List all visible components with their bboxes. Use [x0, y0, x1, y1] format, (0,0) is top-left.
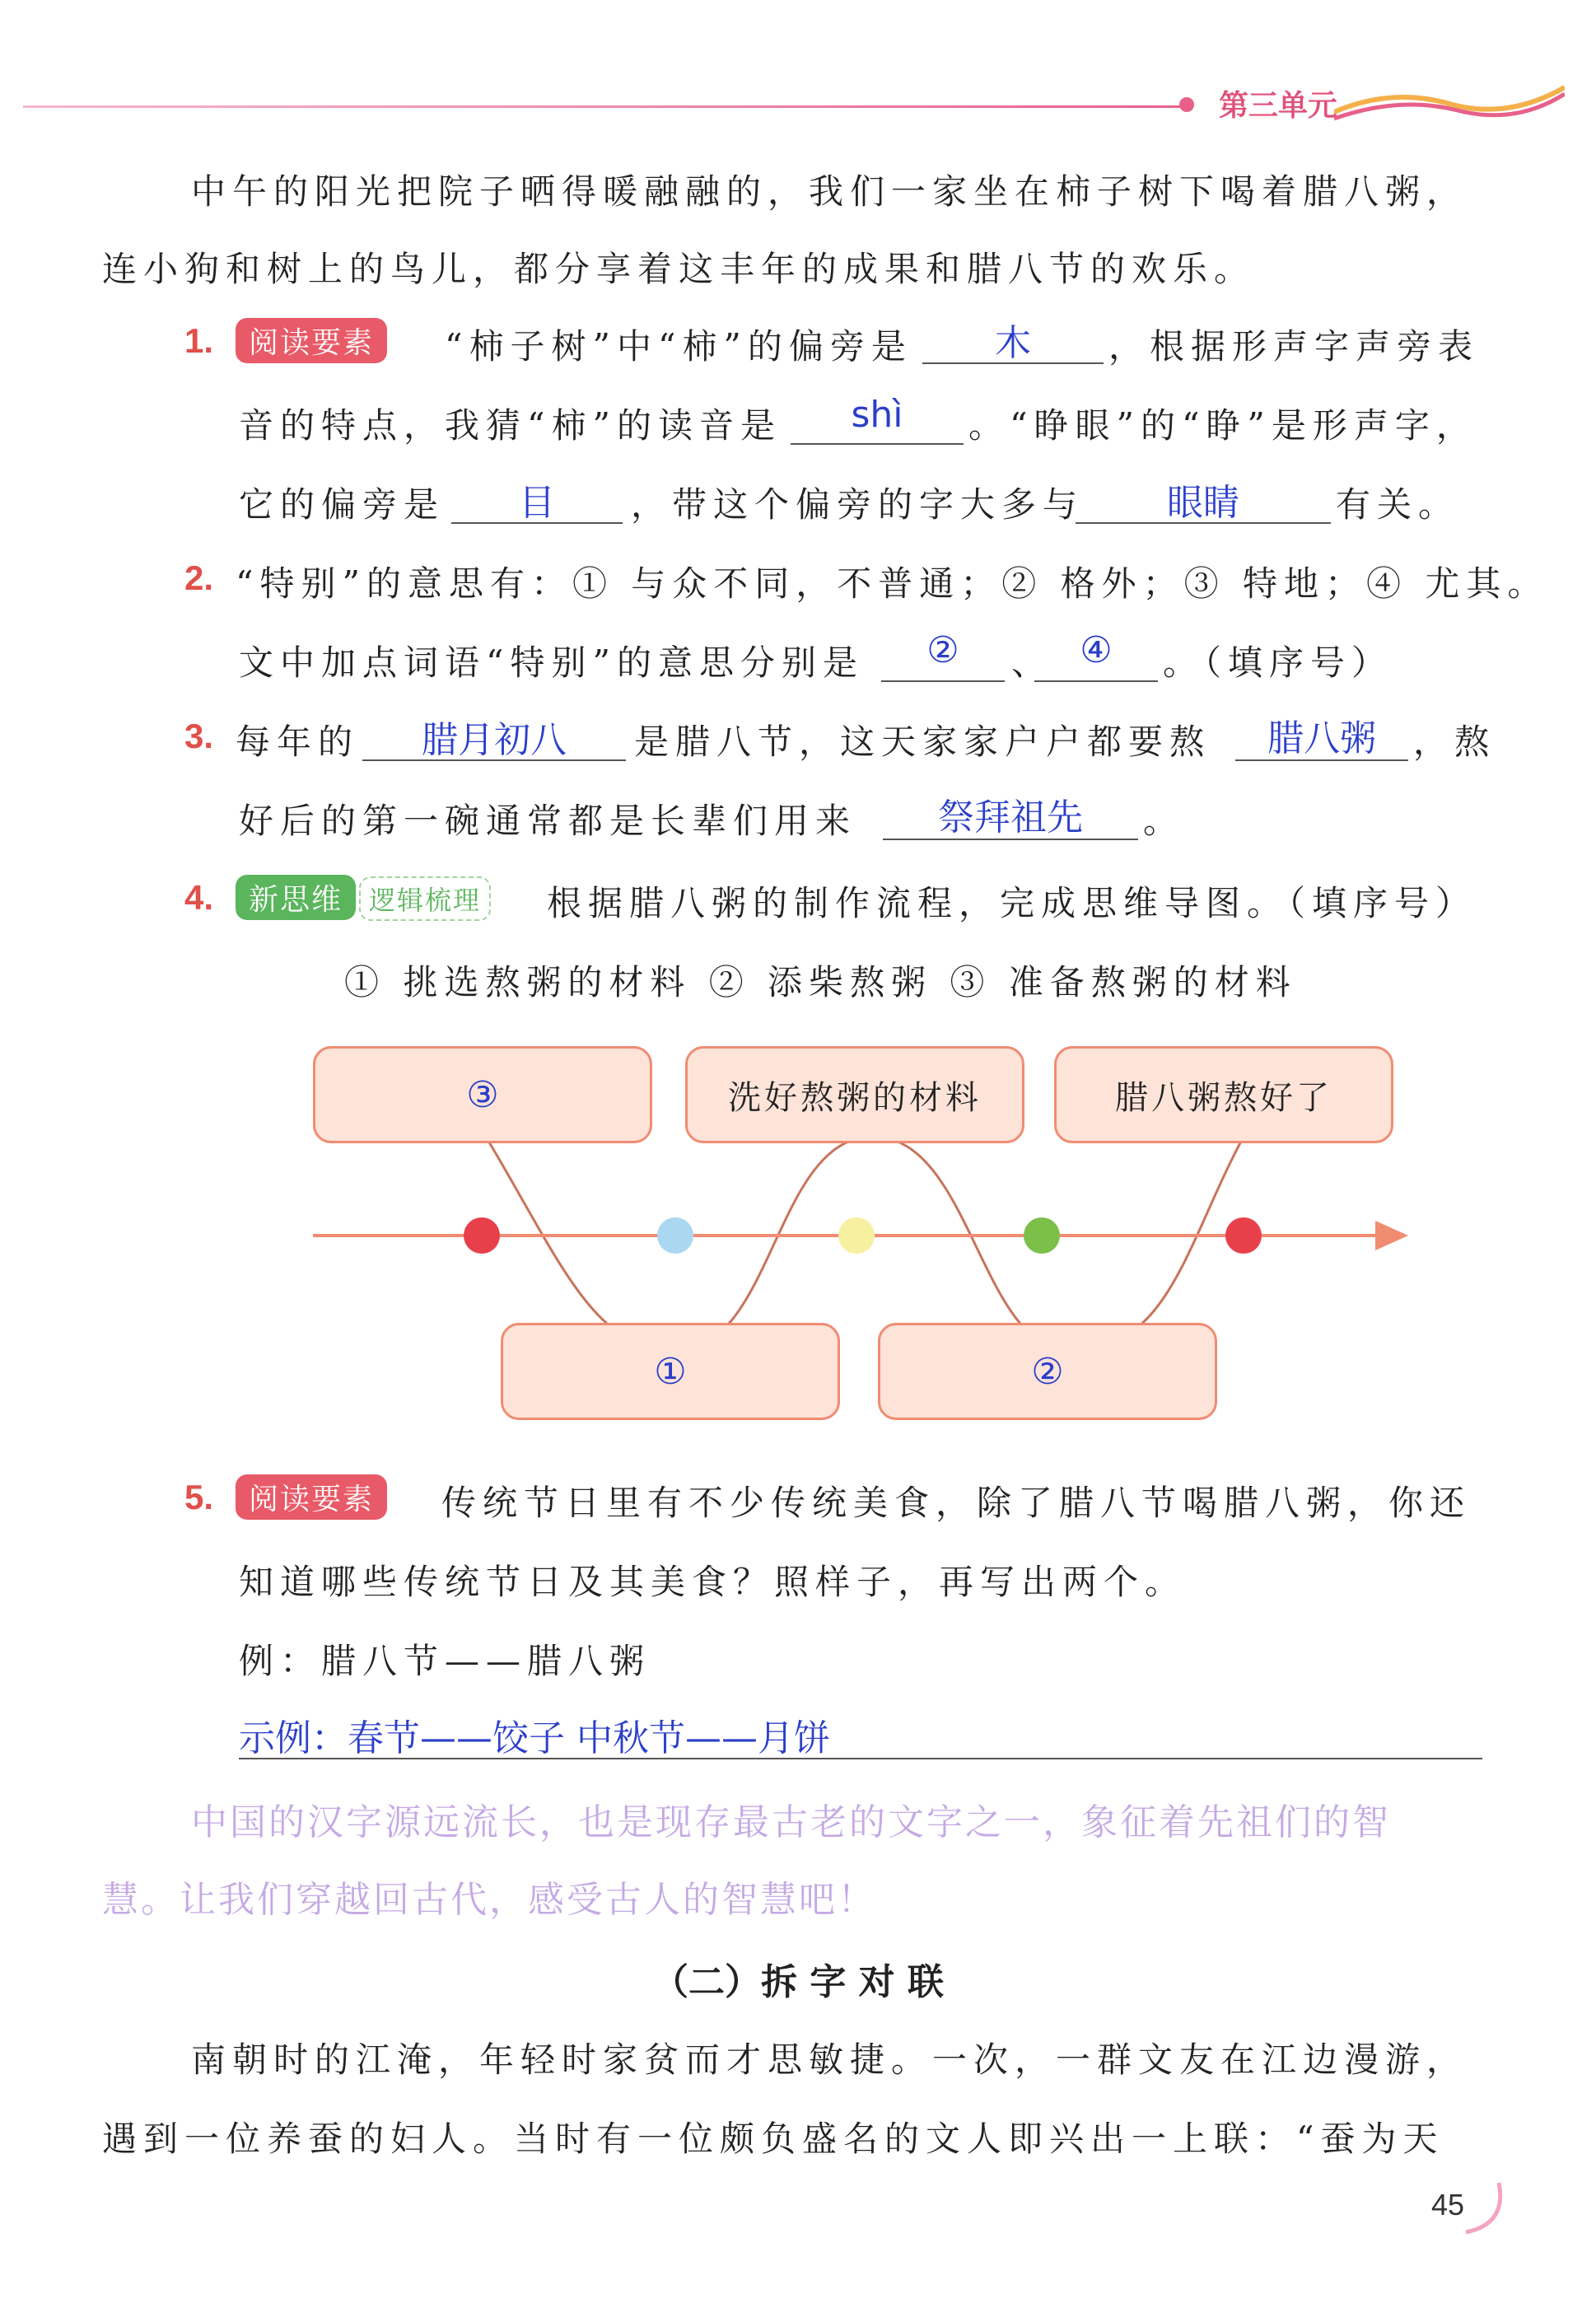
q2-text-3: 。（填序号） [1163, 642, 1393, 683]
passage-line-2: 连小狗和树上的鸟儿，都分享着这丰年的成果和腊八节的欢乐。 [102, 249, 1256, 289]
q2-text-1: “特别”的意思有：① 与众不同，不普通；② 格外；③ 特地；④ 尤其。 [236, 563, 1549, 604]
q2-blank-1 [881, 680, 1005, 682]
page-corner-swirl-icon [1458, 2175, 1515, 2240]
mindmap-dot-3 [838, 1217, 875, 1254]
q5-answer: 示例：春节——饺子 中秋节——月饼 [239, 1717, 830, 1759]
q3-text-5: 。 [1143, 801, 1185, 841]
q5-tag: 阅读要素 [236, 1474, 387, 1520]
q1-blank-1 [922, 362, 1104, 364]
mindmap-box-bottom-2 [878, 1323, 1217, 1420]
header-wave-icon [1334, 79, 1565, 128]
q5-example: 例：腊八节——腊八粥 [239, 1641, 651, 1681]
q1-answer-1: 木 [995, 322, 1031, 364]
q2-answer-2: ④ [1080, 629, 1113, 671]
mindmap-dot-4 [1024, 1217, 1060, 1254]
q2-answer-1: ② [926, 629, 959, 671]
q5-text-2: 知道哪些传统节日及其美食？照样子，再写出两个。 [239, 1562, 1187, 1602]
q1-text-4: 。“睁眼”的“睁”是形声字， [968, 405, 1477, 446]
q5-text-1: 传统节日里有不少传统美食，除了腊八节喝腊八粥，你还 [441, 1483, 1472, 1523]
q2-separator: 、 [1011, 642, 1053, 683]
q3-blank-2 [1235, 759, 1408, 761]
passage2-line-1: 南朝时的江淹，年轻时家贫而才思敏捷。一次，一群文友在江边漫游， [191, 2039, 1468, 2080]
q4-number: 4. [184, 878, 214, 917]
q4-tag: 新思维 [236, 875, 356, 920]
q3-answer-2: 腊八粥 [1267, 717, 1376, 759]
q2-blank-2 [1034, 680, 1158, 682]
q3-blank-3 [883, 839, 1138, 840]
mindmap-box-top-3: 腊八粥熬好了 [1054, 1046, 1393, 1143]
mindmap-box-top-2: 洗好熬粥的材料 [685, 1046, 1024, 1143]
q1-text-5: 它的偏旁是 [239, 484, 446, 525]
q3-text-2: 是腊八节，这天家家户户都要熬 [634, 722, 1211, 762]
q5-blank [239, 1758, 1482, 1759]
q3-number: 3. [184, 717, 214, 755]
q1-answer-4: 眼睛 [1167, 482, 1239, 524]
q2-text-2: 文中加点词语“特别”的意思分别是 [239, 642, 864, 683]
q1-text-3: 音的特点，我猜“柿”的读音是 [239, 405, 782, 446]
q3-blank-1 [362, 759, 626, 761]
q3-answer-1: 腊月初八 [422, 719, 567, 761]
q1-text-2: ，根据形声字声旁表 [1108, 326, 1480, 367]
passage2-line-2: 遇到一位养蚕的妇人。当时有一位颇负盛名的文人即兴出一上联：“蚕为天 [102, 2119, 1444, 2159]
unit-title: 第三单元 [1219, 89, 1338, 123]
mindmap-arrow-head-icon [1375, 1221, 1408, 1250]
q3-answer-3: 祭拜祖先 [938, 797, 1083, 839]
q4-text-1: 根据腊八粥的制作流程，完成思维导图。（填序号） [547, 883, 1477, 923]
mindmap-box-bottom-1-answer: ① [654, 1350, 687, 1393]
mindmap-dot-2 [657, 1217, 693, 1254]
mindmap-box-top-1 [313, 1046, 652, 1143]
q1-answer-3: 目 [519, 482, 555, 524]
q3-text-4: 好后的第一碗通常都是长辈们用来 [239, 801, 857, 841]
q4-tag-sub: 逻辑梳理 [359, 876, 491, 921]
header-line [23, 105, 1192, 108]
mindmap-box-bottom-1 [501, 1323, 840, 1420]
passage-line-1: 中午的阳光把院子晒得暖融融的，我们一家坐在柿子树下喝着腊八粥， [191, 171, 1468, 212]
tip-line-1: 中国的汉字源远流长，也是现存最古老的文字之一，象征着先祖们的智 [191, 1801, 1391, 1843]
mindmap-box-bottom-2-answer: ② [1031, 1350, 1064, 1393]
q1-text-7: 有关。 [1336, 484, 1460, 525]
q1-blank-4 [1076, 522, 1331, 524]
tip-line-2: 慧。让我们穿越回古代，感受古人的智慧吧！ [102, 1879, 876, 1921]
q5-number: 5. [184, 1478, 214, 1516]
mindmap-dot-5 [1225, 1217, 1262, 1254]
q1-answer-2: shì [851, 394, 903, 436]
page-number: 45 [1431, 2188, 1465, 2222]
q1-blank-2 [791, 443, 964, 445]
q1-text-1: “柿子树”中“柿”的偏旁是 [445, 326, 912, 367]
q3-text-1: 每年的 [236, 722, 360, 762]
mindmap-dot-1 [464, 1217, 500, 1254]
section-title: （二）拆 字 对 联 [652, 1961, 944, 2003]
q2-number: 2. [184, 558, 214, 597]
q1-number: 1. [184, 321, 214, 360]
q3-text-3: ，熬 [1413, 722, 1496, 762]
header-dot-icon [1179, 97, 1194, 112]
q1-blank-3 [451, 522, 623, 524]
q1-tag: 阅读要素 [236, 318, 387, 363]
q1-text-6: ，带这个偏旁的字大多与 [631, 484, 1085, 525]
mindmap-box-top-1-answer: ③ [466, 1073, 499, 1116]
q4-options: ① 挑选熬粥的材料 ② 添柴熬粥 ③ 准备熬粥的材料 [344, 962, 1297, 1002]
